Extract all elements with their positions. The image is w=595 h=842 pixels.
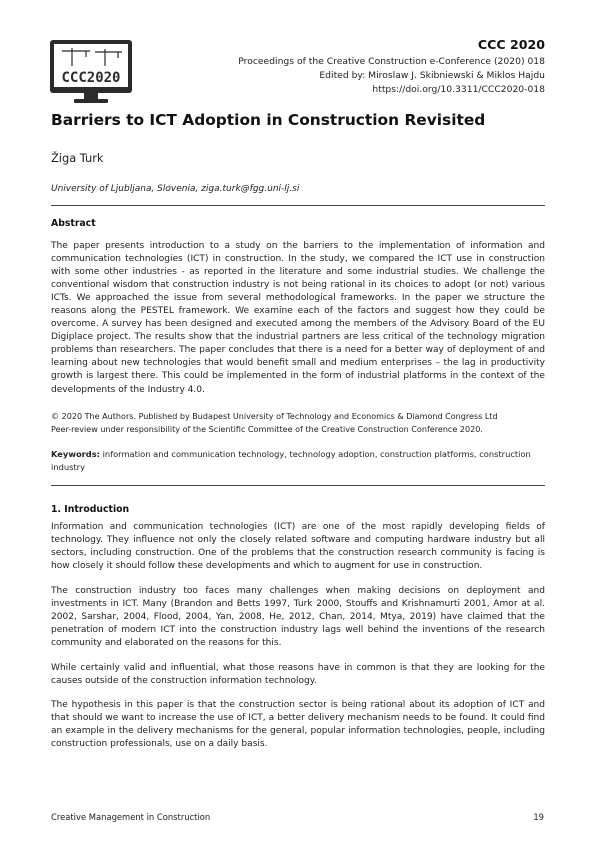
page-number: 19 <box>533 812 544 822</box>
logo-text: CCC2020 <box>61 70 121 86</box>
author-affiliation: University of Ljubljana, Slovenia, ziga.turk@fgg.uni-lj.si <box>51 184 300 194</box>
editors-line: Edited by: Miroslaw J. Skibniewski & Miklos Hajdu <box>319 70 545 81</box>
abstract-heading: Abstract <box>51 218 96 229</box>
keywords-label: Keywords: <box>51 449 100 459</box>
paper-title: Barriers to ICT Adoption in Construction Revisited <box>51 111 486 129</box>
intro-paragraph: Information and communication technologies (ICT) are one of the most rapidly developing fields of technology. They influence not only the closely related software and computing hardware industry but all sectors, including construction. One of the problems that the construction research community is facing is how closely it should follow these developments and which to augment for use in construction. <box>51 522 545 572</box>
peer-review-line: Peer-review under responsibility of the Scientific Committee of the Creative Construction Conference 2020. <box>51 425 483 434</box>
conference-logo <box>50 40 132 104</box>
keywords <box>51 448 545 473</box>
intro-paragraph: The construction industry too faces many challenges when making decisions on deployment and investments in ICT. Many (Brandon and Betts 1997, Turk 2000, Stouffs and Krishnamurti 2001, Amor at al. 2002, Sarshar, 2004, Flood, 2004, Yan, 2008, He, 2012, Chan, 2014, Mtya, 2019) have claimed that the penetration of modern ICT into the construction industry lags well behind the inventions of the research community and elaborated on the reasons for this. <box>51 586 545 649</box>
keywords-text: information and communication technology, technology adoption, construction platforms, construction industry <box>51 449 531 472</box>
doi-link[interactable]: https://doi.org/10.3311/CCC2020-018 <box>372 84 545 95</box>
abstract-text: The paper presents introduction to a study on the barriers to the implementation of information and communication technologies (ICT) in construction. In the study, we compared the ICT use in construction with some other industries - as reported in the literature and some industrial studies. We challenge the conventional wisdom that construction industry is not being rational in its choices to adopt (or not) various ICTs. We approached the issue from several methodological frameworks. In the paper we structure the reasons along the PESTEL framework. We examine each of the factors and suggest how they could be overcome. A survey has been designed and executed among the members of the Advisory Board of the EU Digiplace project. The results show that the industrial partners are less critical of the technology migration problems than researchers. The paper concludes that there is a need for a better way of deployment of and learning about new technologies that would benefit small and medium enterprises – the lag in productivity growth is largest there. This could be implemented in the form of industrial platforms in the context of the developments of the Industry 4.0. <box>51 241 545 395</box>
author-name: Žiga Turk <box>51 151 104 165</box>
introduction-heading: 1. Introduction <box>51 504 130 515</box>
copyright-line: © 2020 The Authors. Published by Budapest University of Technology and Economics & Diamond Congress Ltd <box>51 412 498 421</box>
divider-top <box>51 205 545 206</box>
footer-journal: Creative Management in Construction <box>51 812 211 822</box>
divider-bottom <box>51 485 545 486</box>
intro-paragraph: While certainly valid and influential, what those reasons have in common is that they are looking for the causes outside of the construction information technology. <box>51 663 545 687</box>
intro-paragraph: The hypothesis in this paper is that the construction sector is being rational about its adoption of ICT and that should we want to increase the use of ICT, a better delivery mechanism needs to be found. It could find an example in the delivery mechanisms for the general, popular information technologies, people, including construction professionals, use on a daily basis. <box>51 700 545 750</box>
proceedings-line: Proceedings of the Creative Construction e-Conference (2020) 018 <box>238 56 545 67</box>
conference-name: CCC 2020 <box>477 37 545 52</box>
